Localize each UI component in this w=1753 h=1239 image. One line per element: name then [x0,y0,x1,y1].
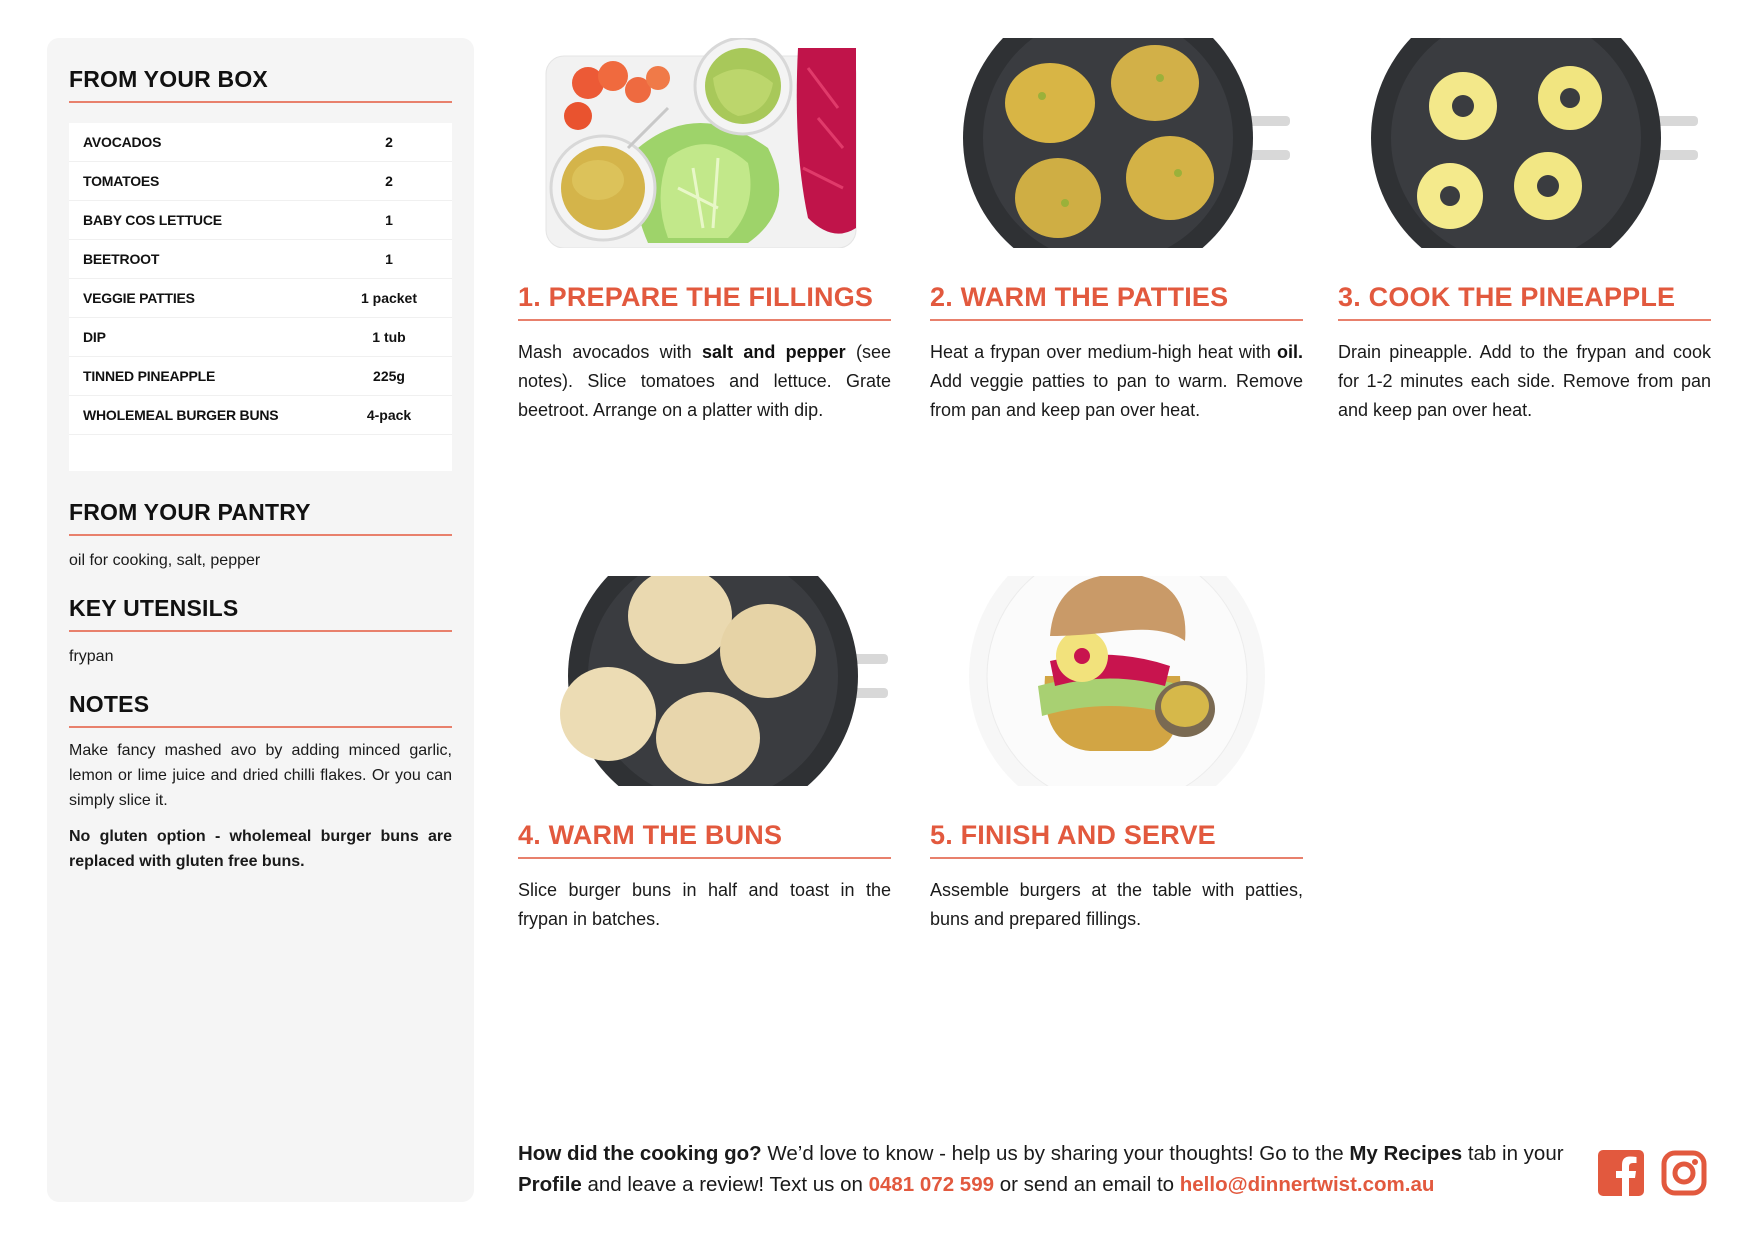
step-text-bold: oil. [1277,342,1303,362]
step-3 [1338,38,1711,425]
footer-text: We’d love to know - help us by sharing your thoughts! Go to the [761,1142,1350,1165]
step-1-title: 1. PREPARE THE FILLINGS [518,282,891,321]
step-2 [930,38,1303,425]
notes-text: Make fancy mashed avo by adding minced garlic, lemon or lime juice and dried chilli flakes. Or you can simply slice it. [69,742,452,809]
ingredient-name: BEETROOT [83,251,160,267]
table-row [69,201,452,240]
table-row [69,123,452,162]
email-link[interactable]: hello@dinnertwist.com.au [1179,1173,1435,1196]
gluten-note: No gluten option - wholemeal burger buns are replaced with gluten free buns. [69,828,452,870]
ingredient-qty: 1 [385,251,393,267]
step-2-title: 2. WARM THE PATTIES [930,282,1303,321]
ingredient-qty: 2 [385,134,393,150]
feedback-footer [518,1138,1578,1200]
table-row [69,396,452,435]
box-ingredients-table [69,123,452,471]
pantry-text: oil for cooking, salt, pepper [69,552,261,569]
ingredient-name: AVOCADOS [83,134,162,150]
step-3-title: 3. COOK THE PINEAPPLE [1338,282,1711,321]
step-text-part: Add veggie patties to pan to warm. Remove from pan and keep pan over heat. [930,371,1303,420]
facebook-icon[interactable] [1598,1150,1644,1196]
table-row [69,279,452,318]
footer-text: tab in your [1462,1142,1564,1165]
footer-text: and leave a review! Text us on [581,1173,869,1196]
key-utensils-heading: KEY UTENSILS [69,595,452,632]
my-recipes-label: My Recipes [1349,1142,1463,1165]
ingredient-name: BABY COS LETTUCE [83,212,222,228]
step-5-text: Assemble burgers at the table with patties, buns and prepared fillings. [930,880,1303,929]
step-1 [518,38,891,425]
step-text-bold: salt and pepper [702,342,846,362]
profile-label: Profile [518,1173,582,1196]
step-5-title: 5. FINISH AND SERVE [930,820,1303,859]
from-your-pantry-heading: FROM YOUR PANTRY [69,499,452,536]
step-text-part: (see notes). Slice tomatoes and lettuce. Grate beetroot. Arrange on a platter with dip. [518,342,891,420]
step-5 [930,576,1303,934]
ingredient-qty: 2 [385,173,393,189]
ingredients-sidebar [47,38,474,1202]
step-2-photo-patties [930,38,1303,248]
ingredient-name: TOMATOES [83,173,160,189]
step-4-photo-buns [518,576,891,786]
step-4 [518,576,891,934]
footer-text: or send an email to [994,1173,1180,1196]
table-row [69,357,452,396]
step-1-text [518,338,891,425]
table-row [69,162,452,201]
notes-heading: NOTES [69,691,452,728]
step-text-part: Mash avocados with [518,342,703,362]
footer-question: How did the cooking go? [518,1142,762,1165]
table-row [69,240,452,279]
ingredient-name: WHOLEMEAL BURGER BUNS [83,407,279,423]
step-4-text: Slice burger buns in half and toast in the frypan in batches. [518,880,891,929]
step-5-photo-burger [930,576,1303,786]
ingredient-qty: 1 packet [360,290,418,306]
step-3-text: Drain pineapple. Add to the frypan and cook for 1-2 minutes each side. Remove from pan and keep pan over heat. [1338,342,1711,420]
ingredient-name: DIP [83,329,106,345]
step-text-part: Heat a frypan over medium-high heat with [930,342,1277,362]
step-2-text [930,338,1303,425]
ingredient-name: TINNED PINEAPPLE [83,368,216,384]
phone-link[interactable]: 0481 072 599 [868,1173,994,1196]
utensils-text: frypan [69,648,114,665]
instagram-icon[interactable] [1661,1150,1707,1196]
ingredient-name: VEGGIE PATTIES [83,290,195,306]
ingredient-qty: 225g [373,368,405,384]
step-4-title: 4. WARM THE BUNS [518,820,891,859]
from-your-box-heading: FROM YOUR BOX [69,66,452,103]
step-3-photo-pineapple [1338,38,1711,248]
step-1-photo-platter [518,38,891,248]
ingredient-qty: 4-pack [366,407,412,423]
ingredient-qty: 1 [385,212,393,228]
ingredient-qty: 1 tub [372,329,406,345]
table-row [69,318,452,357]
